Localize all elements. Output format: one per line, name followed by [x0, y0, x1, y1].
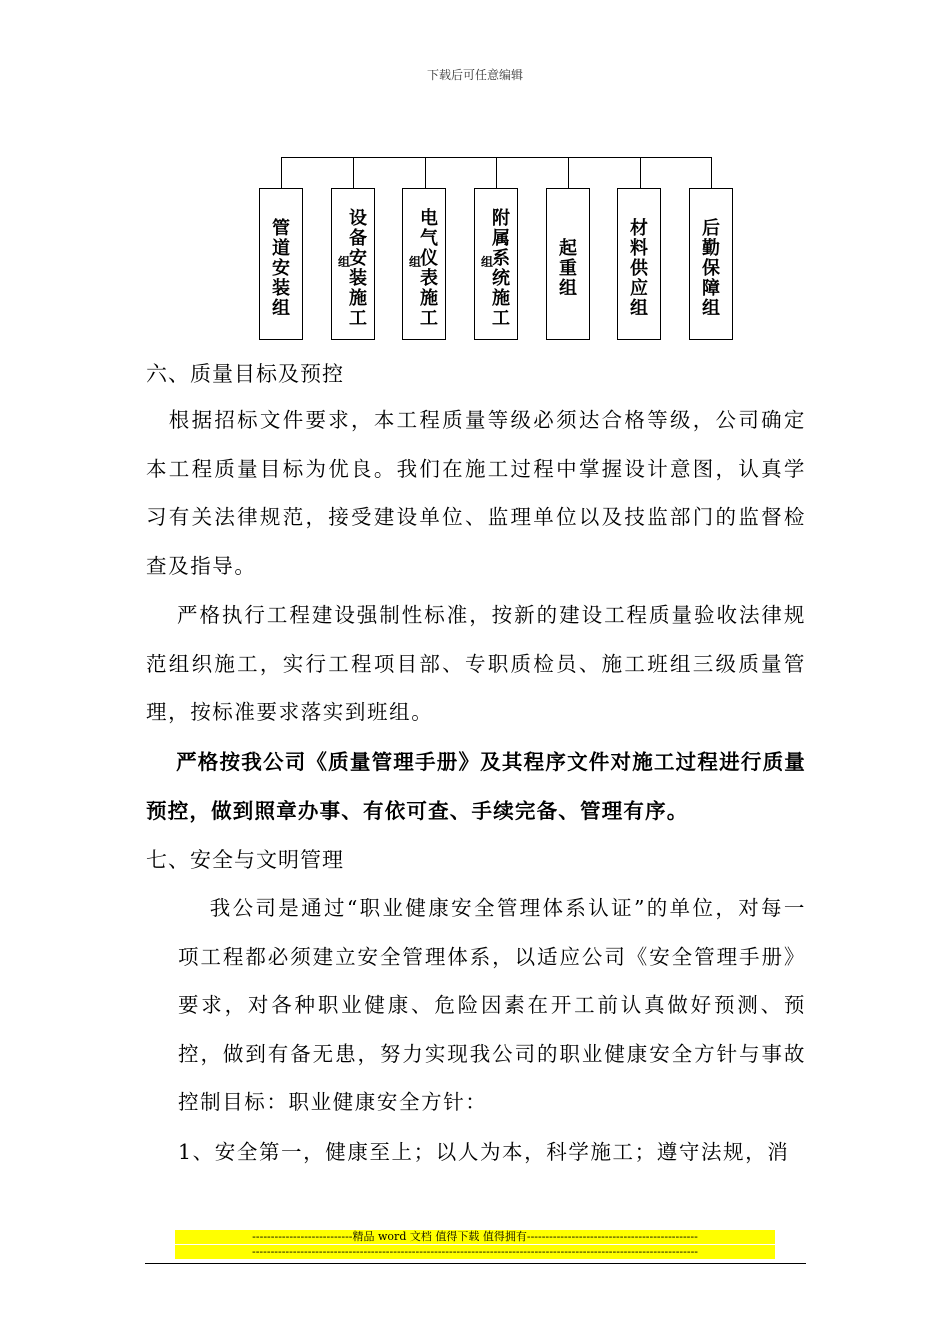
org-box-pipe-installation: [259, 188, 303, 340]
org-chart-connector: [711, 157, 712, 188]
org-box-label: 附属系统施工: [492, 208, 510, 329]
org-box-label: 管道安装组: [272, 218, 290, 319]
org-chart-connector: [640, 157, 641, 188]
org-chart-connector: [496, 157, 497, 188]
org-box-suffix: 组: [481, 255, 494, 269]
section-6-paragraph-3: 严格按我公司《质量管理手册》及其程序文件对施工过程进行质量预控，做到照章办事、有依可查、手续完备、管理有序。: [146, 750, 806, 823]
org-box-auxiliary-system: [474, 188, 518, 340]
org-box-label: 起重组: [559, 238, 577, 299]
org-box-suffix: 组: [338, 255, 351, 269]
org-box-label: 电气仪表施工: [420, 208, 438, 329]
org-box-lifting: [546, 188, 590, 340]
footer-banner: ---------------------------精品 word 文档 值得下载 值得拥有----------------------------------------------: [175, 1230, 775, 1244]
section-6-paragraph-2: 严格执行工程建设强制性标准，按新的建设工程质量验收法律规范组织施工，实行工程项目部、专职质检员、施工班组三级质量管理，按标准要求落实到班组。: [146, 603, 806, 724]
org-chart: [0, 0, 950, 345]
org-box-label: 材料供应组: [630, 218, 648, 319]
org-box-label: 设备安装施工: [349, 208, 367, 329]
org-chart-connector: [425, 157, 426, 188]
org-box-electrical-instrument: [402, 188, 446, 340]
section-6-heading: 六、质量目标及预控: [146, 362, 344, 386]
org-box-logistics: [689, 188, 733, 340]
footer-rule: [145, 1263, 806, 1264]
org-box-material-supply: [617, 188, 661, 340]
org-chart-connector: [568, 157, 569, 188]
section-7-paragraph-1: 我公司是通过“职业健康安全管理体系认证”的单位，对每一项工程都必须建立安全管理体系，以适应公司《安全管理手册》要求，对各种职业健康、危险因素在开工前认真做好预测、预控，做到有备无患，努力实现我公司的职业健康安全方针与事故控制目标：职业健康安全方针：: [178, 896, 806, 1114]
org-box-equipment-installation: [331, 188, 375, 340]
org-chart-connector: [281, 157, 282, 188]
header-note: 下载后可任意编辑: [426, 68, 523, 82]
section-7-paragraph-2: 1、安全第一，健康至上；以人为本，科学施工；遵守法规，消: [178, 1140, 790, 1164]
org-box-label: 后勤保障组: [702, 218, 720, 319]
org-chart-connector: [353, 157, 354, 188]
org-box-suffix: 组: [409, 255, 422, 269]
footer-banner-dashes: ------------------------------------------------------------------------------------------------------------------------: [175, 1245, 775, 1259]
section-6-paragraph-1: 根据招标文件要求，本工程质量等级必须达合格等级，公司确定本工程质量目标为优良。我们在施工过程中掌握设计意图，认真学习有关法律规范，接受建设单位、监理单位以及技监部门的监督检查及指导。: [146, 408, 806, 578]
section-7-heading: 七、安全与文明管理: [146, 848, 344, 872]
